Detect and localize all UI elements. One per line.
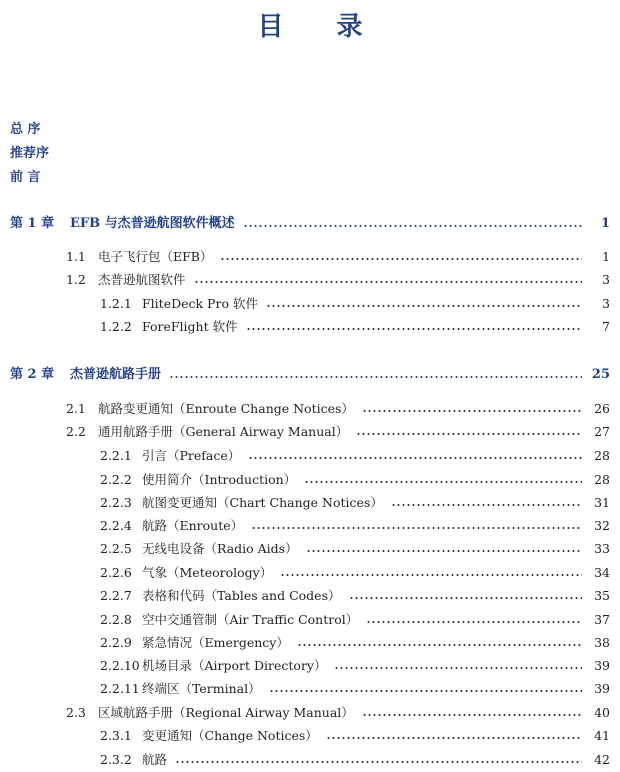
toc-page-number: 31 <box>594 495 610 510</box>
toc-page-number: 38 <box>594 635 610 650</box>
toc-number: 2.2.8 <box>100 612 132 627</box>
dot-leader <box>251 527 582 529</box>
toc-number: 2.2.1 <box>100 448 132 463</box>
dot-leader <box>169 376 582 378</box>
toc-page-number: 37 <box>594 612 610 627</box>
toc-title: 引言（Preface） <box>142 448 241 463</box>
toc-title: 气象（Meteorology） <box>142 565 273 580</box>
toc-page-number: 3 <box>602 272 610 287</box>
toc-section-row[interactable] <box>0 632 620 654</box>
preface-item-foreword[interactable]: 前 言 <box>10 170 41 185</box>
toc-section-row[interactable] <box>0 538 620 560</box>
toc-page-number: 7 <box>602 319 610 334</box>
toc-title: 使用简介（Introduction） <box>142 472 297 487</box>
toc-title: 杰普逊航图软件 <box>98 272 186 287</box>
toc-page-number: 39 <box>594 658 610 673</box>
toc-chapter-row[interactable] <box>0 364 620 386</box>
dot-leader <box>362 410 582 412</box>
toc-page-number: 35 <box>594 588 610 603</box>
dot-leader <box>243 225 582 227</box>
toc-number: 2.2.7 <box>100 588 132 603</box>
dot-leader <box>366 621 582 623</box>
toc-page-number: 42 <box>594 752 610 767</box>
toc-section-row[interactable] <box>0 293 620 315</box>
dot-leader <box>306 550 582 552</box>
toc-page-number: 39 <box>594 681 610 696</box>
toc-number: 2.2.11 <box>100 681 140 696</box>
dot-leader <box>362 714 582 716</box>
dot-leader <box>194 281 582 283</box>
toc-title: EFB 与杰普逊航图软件概述 <box>70 216 235 231</box>
toc-title: 区域航路手册（Regional Airway Manual） <box>98 705 354 720</box>
toc-section-row[interactable] <box>0 562 620 584</box>
toc-number: 2.2.9 <box>100 635 132 650</box>
dot-leader <box>266 305 582 307</box>
toc-number: 2.2.6 <box>100 565 132 580</box>
toc-section-row[interactable] <box>0 515 620 537</box>
dot-leader <box>297 644 582 646</box>
dot-leader <box>356 433 582 435</box>
toc-title: 机场目录（Airport Directory） <box>142 658 327 673</box>
toc-section-row[interactable] <box>0 609 620 631</box>
preface-item-recommendation[interactable]: 推荐序 <box>10 146 50 161</box>
toc-number: 2.2.3 <box>100 495 132 510</box>
toc-page-number: 26 <box>594 401 610 416</box>
toc-number: 2.2.5 <box>100 541 132 556</box>
toc-title: 变更通知（Change Notices） <box>142 728 318 743</box>
toc-number: 1.2.1 <box>100 296 132 311</box>
toc-title: FliteDeck Pro 软件 <box>142 296 258 311</box>
toc-number: 2.3.2 <box>100 752 132 767</box>
toc-page-number: 27 <box>594 424 610 439</box>
toc-number: 1.2 <box>66 272 86 287</box>
toc-number: 2.2.10 <box>100 658 140 673</box>
toc-section-row[interactable] <box>0 421 620 443</box>
dot-leader <box>246 328 582 330</box>
toc-section-row[interactable] <box>0 316 620 338</box>
toc-title: 紧急情况（Emergency） <box>142 635 289 650</box>
toc-number: 1.1 <box>66 249 86 264</box>
dot-leader <box>269 690 582 692</box>
toc-number: 2.3 <box>66 705 86 720</box>
toc-section-row[interactable] <box>0 469 620 491</box>
dot-leader <box>326 737 582 739</box>
toc-title: 航路 <box>142 752 168 767</box>
dot-leader <box>349 597 583 599</box>
toc-page-number: 41 <box>594 728 610 743</box>
toc-chapter-row[interactable] <box>0 213 620 235</box>
toc-number: 2.3.1 <box>100 728 132 743</box>
toc-section-row[interactable] <box>0 246 620 268</box>
toc-section-row[interactable] <box>0 492 620 514</box>
preface-list <box>10 118 49 190</box>
toc-title: 航路变更通知（Enroute Change Notices） <box>98 401 354 416</box>
toc-section-row[interactable] <box>0 585 620 607</box>
toc-section-row[interactable] <box>0 269 620 291</box>
dot-leader <box>304 481 582 483</box>
toc-page-number: 33 <box>594 541 610 556</box>
toc-title: 终端区（Terminal） <box>142 681 261 696</box>
toc-title: 航路（Enroute） <box>142 518 244 533</box>
toc-title: 杰普逊航路手册 <box>70 367 162 382</box>
toc-title: ForeFlight 软件 <box>142 319 238 334</box>
toc-title: 无线电设备（Radio Aids） <box>142 541 298 556</box>
toc-title: 空中交通管制（Air Traffic Control） <box>142 612 359 627</box>
toc-page-number: 32 <box>594 518 610 533</box>
dot-leader <box>334 667 582 669</box>
toc-section-row[interactable] <box>0 725 620 747</box>
toc-number: 2.2.4 <box>100 518 132 533</box>
toc-number: 2.2 <box>66 424 86 439</box>
page-title: 目 录 <box>257 12 385 42</box>
dot-leader <box>280 574 582 576</box>
toc-number: 第 1 章 <box>10 216 55 231</box>
toc-title: 电子飞行包（EFB） <box>98 249 213 264</box>
toc-section-row[interactable] <box>0 678 620 700</box>
toc-page-number: 1 <box>600 216 610 231</box>
toc-number: 2.1 <box>66 401 86 416</box>
toc-page-number: 34 <box>594 565 610 580</box>
preface-item-general[interactable]: 总 序 <box>10 122 41 137</box>
toc-title: 表格和代码（Tables and Codes） <box>142 588 341 603</box>
toc-page-number: 25 <box>591 367 610 382</box>
toc-page-number: 28 <box>594 448 610 463</box>
toc-page-number: 40 <box>594 705 610 720</box>
dot-leader <box>220 258 582 260</box>
dot-leader <box>391 504 582 506</box>
toc-number: 1.2.2 <box>100 319 132 334</box>
toc-section-row[interactable] <box>0 749 620 771</box>
toc-section-row[interactable] <box>0 702 620 724</box>
toc-page-number: 1 <box>602 249 610 264</box>
dot-leader <box>175 761 582 763</box>
toc-number: 2.2.2 <box>100 472 132 487</box>
toc-section-row[interactable] <box>0 445 620 467</box>
toc-page-number: 28 <box>594 472 610 487</box>
toc-title: 通用航路手册（General Airway Manual） <box>98 424 349 439</box>
toc-number: 第 2 章 <box>10 367 55 382</box>
toc-section-row[interactable] <box>0 655 620 677</box>
toc-page-number: 3 <box>602 296 610 311</box>
toc-section-row[interactable] <box>0 398 620 420</box>
dot-leader <box>248 457 582 459</box>
toc-title: 航图变更通知（Chart Change Notices） <box>142 495 383 510</box>
